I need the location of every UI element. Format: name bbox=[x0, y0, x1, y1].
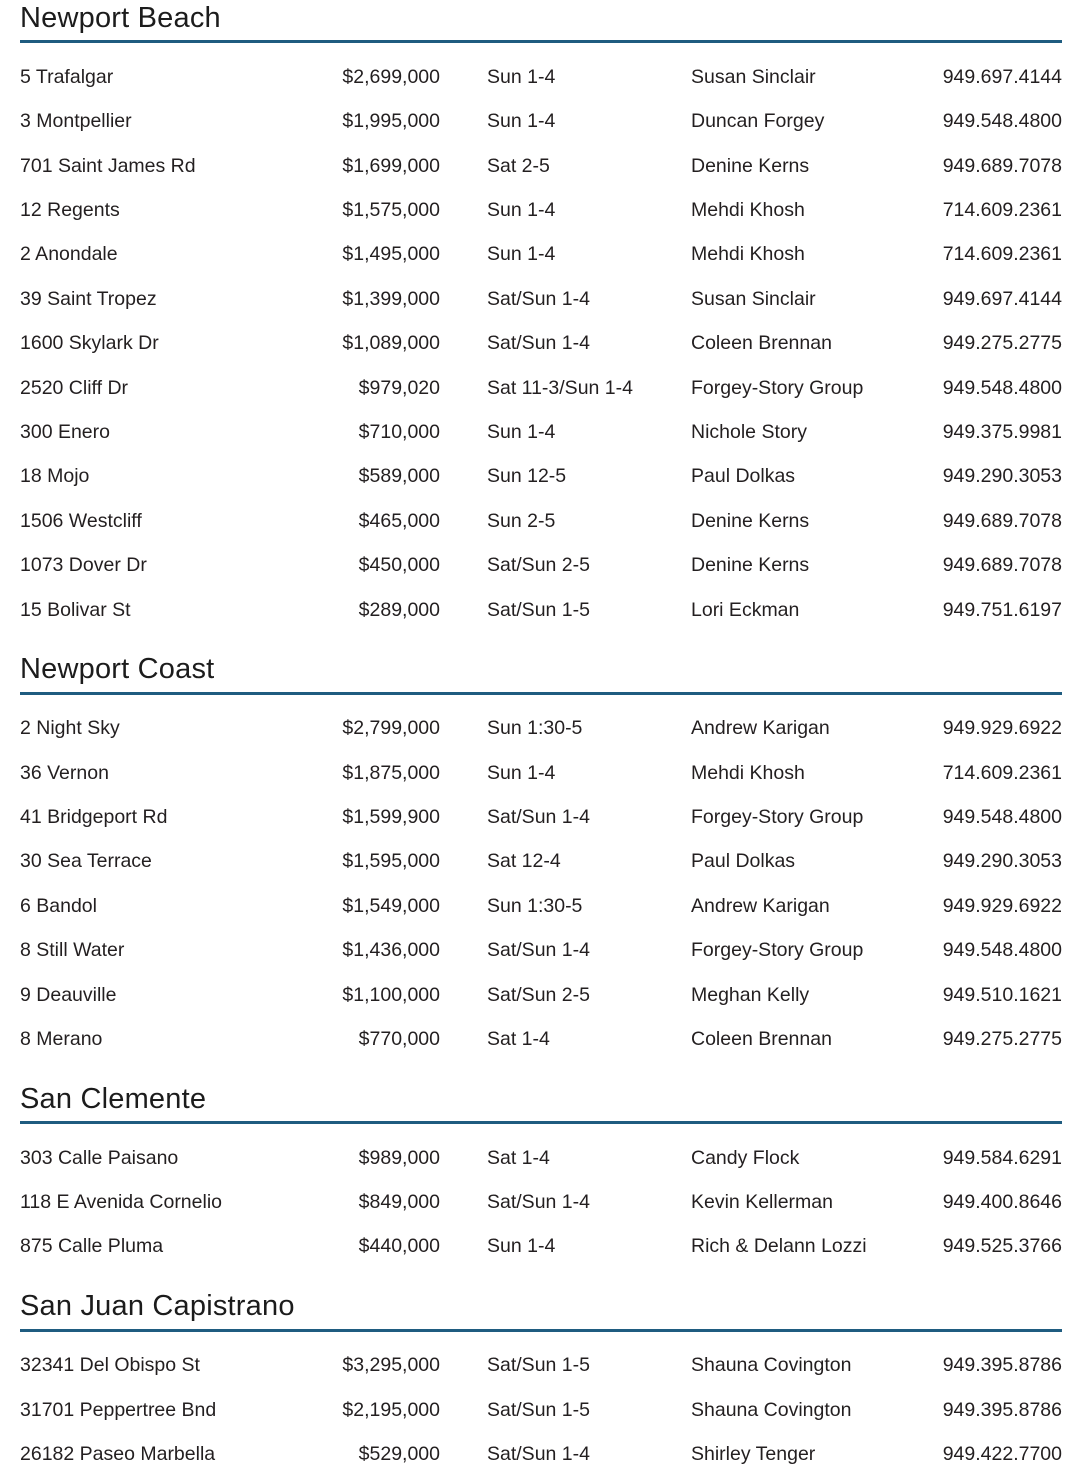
city-section-title: San Clemente bbox=[20, 1083, 1062, 1124]
listing-address: 8 Merano bbox=[20, 1027, 103, 1050]
listing-address: 12 Regents bbox=[20, 198, 120, 221]
listing-price: $289,000 bbox=[358, 598, 440, 621]
listing-row bbox=[20, 588, 1062, 632]
listing-open-house-time: Sun 1:30-5 bbox=[487, 894, 583, 917]
sections-root bbox=[20, 2, 1062, 1477]
listing-row bbox=[20, 1136, 1062, 1180]
listing-open-house-time: Sat/Sun 1-5 bbox=[487, 1354, 590, 1377]
listing-row bbox=[20, 1433, 1062, 1477]
listing-agent: Denine Kerns bbox=[691, 154, 810, 177]
listing-price: $1,549,000 bbox=[342, 894, 440, 917]
listing-address: 2520 Cliff Dr bbox=[20, 376, 129, 399]
section-rows bbox=[20, 1332, 1062, 1477]
listing-price: $1,599,900 bbox=[342, 806, 440, 829]
listing-agent: Forgey-Story Group bbox=[691, 939, 864, 962]
listing-phone: 714.609.2361 bbox=[942, 243, 1062, 266]
listing-phone: 949.689.7078 bbox=[942, 509, 1062, 532]
listing-row bbox=[20, 1018, 1062, 1062]
listing-phone: 949.548.4800 bbox=[942, 376, 1062, 399]
listing-price: $1,995,000 bbox=[342, 110, 440, 133]
listing-agent: Coleen Brennan bbox=[691, 1027, 832, 1050]
listing-agent: Meghan Kelly bbox=[691, 983, 810, 1006]
listing-price: $1,495,000 bbox=[342, 243, 440, 266]
listing-open-house-time: Sat/Sun 1-4 bbox=[487, 1191, 590, 1214]
listing-row bbox=[20, 884, 1062, 928]
listing-agent: Rich & Delann Lozzi bbox=[691, 1235, 867, 1258]
listing-row bbox=[20, 499, 1062, 543]
listing-address: 701 Saint James Rd bbox=[20, 154, 196, 177]
listing-agent: Paul Dolkas bbox=[691, 850, 796, 873]
section-rows bbox=[20, 1124, 1062, 1269]
city-section-title: Newport Beach bbox=[20, 2, 1062, 43]
listing-phone: 949.689.7078 bbox=[942, 554, 1062, 577]
listing-open-house-time: Sat 12-4 bbox=[487, 850, 561, 873]
listing-price: $989,000 bbox=[358, 1146, 440, 1169]
listing-address: 1506 Westcliff bbox=[20, 509, 142, 532]
listing-agent: Duncan Forgey bbox=[691, 110, 825, 133]
listing-open-house-time: Sat/Sun 1-5 bbox=[487, 1398, 590, 1421]
listing-open-house-time: Sun 12-5 bbox=[487, 465, 567, 488]
listing-open-house-time: Sat/Sun 1-5 bbox=[487, 598, 590, 621]
city-section-title: Newport Coast bbox=[20, 653, 1062, 694]
listing-phone: 949.395.8786 bbox=[942, 1354, 1062, 1377]
listing-phone: 714.609.2361 bbox=[942, 761, 1062, 784]
listing-row bbox=[20, 455, 1062, 499]
listing-row bbox=[20, 751, 1062, 795]
listing-phone: 949.697.4144 bbox=[942, 65, 1062, 88]
listing-price: $710,000 bbox=[358, 420, 440, 443]
listing-agent: Mehdi Khosh bbox=[691, 243, 805, 266]
listing-phone: 949.584.6291 bbox=[942, 1146, 1062, 1169]
listing-address: 2 Anondale bbox=[20, 243, 118, 266]
listing-row bbox=[20, 410, 1062, 454]
listing-phone: 949.290.3053 bbox=[942, 850, 1062, 873]
listing-phone: 949.510.1621 bbox=[942, 983, 1062, 1006]
listing-row bbox=[20, 189, 1062, 233]
city-section bbox=[20, 653, 1062, 1061]
listing-open-house-time: Sun 1-4 bbox=[487, 110, 556, 133]
listing-phone: 949.697.4144 bbox=[942, 287, 1062, 310]
listing-phone: 949.929.6922 bbox=[942, 894, 1062, 917]
listing-price: $1,100,000 bbox=[342, 983, 440, 1006]
listing-address: 118 E Avenida Cornelio bbox=[20, 1191, 223, 1214]
listing-phone: 949.400.8646 bbox=[942, 1191, 1062, 1214]
city-section bbox=[20, 2, 1062, 632]
listing-phone: 949.275.2775 bbox=[942, 1027, 1062, 1050]
listing-row bbox=[20, 55, 1062, 99]
listing-open-house-time: Sat 1-4 bbox=[487, 1027, 550, 1050]
listing-address: 300 Enero bbox=[20, 420, 110, 443]
listing-phone: 949.929.6922 bbox=[942, 717, 1062, 740]
listing-open-house-time: Sat/Sun 1-4 bbox=[487, 939, 590, 962]
section-rows bbox=[20, 43, 1062, 632]
listing-agent: Shauna Covington bbox=[691, 1398, 852, 1421]
listing-agent: Andrew Karigan bbox=[691, 717, 830, 740]
listing-address: 2 Night Sky bbox=[20, 717, 120, 740]
listing-open-house-time: Sun 2-5 bbox=[487, 509, 556, 532]
listing-row bbox=[20, 1344, 1062, 1388]
listing-phone: 949.689.7078 bbox=[942, 154, 1062, 177]
listing-open-house-time: Sat 2-5 bbox=[487, 154, 550, 177]
listing-row bbox=[20, 366, 1062, 410]
listing-row bbox=[20, 840, 1062, 884]
listing-open-house-time: Sun 1-4 bbox=[487, 1235, 556, 1258]
listing-price: $1,595,000 bbox=[342, 850, 440, 873]
listing-open-house-time: Sun 1-4 bbox=[487, 761, 556, 784]
listing-phone: 714.609.2361 bbox=[942, 198, 1062, 221]
listing-row bbox=[20, 233, 1062, 277]
listing-agent: Forgey-Story Group bbox=[691, 806, 864, 829]
listing-agent: Forgey-Story Group bbox=[691, 376, 864, 399]
listing-address: 8 Still Water bbox=[20, 939, 125, 962]
city-section bbox=[20, 1290, 1062, 1477]
listing-price: $589,000 bbox=[358, 465, 440, 488]
listing-row bbox=[20, 144, 1062, 188]
listing-row bbox=[20, 100, 1062, 144]
listing-row bbox=[20, 929, 1062, 973]
listing-price: $770,000 bbox=[358, 1027, 440, 1050]
listing-price: $2,195,000 bbox=[342, 1398, 440, 1421]
listing-phone: 949.275.2775 bbox=[942, 332, 1062, 355]
listing-price: $1,875,000 bbox=[342, 761, 440, 784]
listing-row bbox=[20, 277, 1062, 321]
listing-address: 5 Trafalgar bbox=[20, 65, 114, 88]
listing-address: 3 Montpellier bbox=[20, 110, 132, 133]
listing-price: $1,575,000 bbox=[342, 198, 440, 221]
listing-price: $529,000 bbox=[358, 1443, 440, 1465]
listing-agent: Denine Kerns bbox=[691, 509, 810, 532]
listing-phone: 949.525.3766 bbox=[942, 1235, 1062, 1258]
listing-agent: Shirley Tenger bbox=[691, 1443, 816, 1465]
listing-price: $1,089,000 bbox=[342, 332, 440, 355]
listing-row bbox=[20, 322, 1062, 366]
listing-open-house-time: Sat 1-4 bbox=[487, 1146, 550, 1169]
listing-address: 1073 Dover Dr bbox=[20, 554, 147, 577]
listing-row bbox=[20, 973, 1062, 1017]
listing-agent: Susan Sinclair bbox=[691, 65, 816, 88]
listing-phone: 949.422.7700 bbox=[942, 1443, 1062, 1465]
listing-phone: 949.290.3053 bbox=[942, 465, 1062, 488]
listing-agent: Denine Kerns bbox=[691, 554, 810, 577]
listing-row bbox=[20, 707, 1062, 751]
listing-address: 26182 Paseo Marbella bbox=[20, 1443, 216, 1465]
listing-open-house-time: Sat/Sun 1-4 bbox=[487, 806, 590, 829]
listing-agent: Mehdi Khosh bbox=[691, 761, 805, 784]
listing-row bbox=[20, 544, 1062, 588]
listing-address: 32341 Del Obispo St bbox=[20, 1354, 200, 1377]
listing-address: 30 Sea Terrace bbox=[20, 850, 152, 873]
listing-open-house-time: Sun 1-4 bbox=[487, 420, 556, 443]
listing-price: $1,699,000 bbox=[342, 154, 440, 177]
listing-phone: 949.751.6197 bbox=[942, 598, 1062, 621]
listing-agent: Coleen Brennan bbox=[691, 332, 832, 355]
listing-phone: 949.548.4800 bbox=[942, 110, 1062, 133]
listing-price: $2,699,000 bbox=[342, 65, 440, 88]
listing-address: 1600 Skylark Dr bbox=[20, 332, 159, 355]
listing-open-house-time: Sat/Sun 1-4 bbox=[487, 287, 590, 310]
listing-address: 15 Bolivar St bbox=[20, 598, 131, 621]
listing-price: $979,020 bbox=[358, 376, 440, 399]
listing-phone: 949.375.9981 bbox=[942, 420, 1062, 443]
listing-phone: 949.548.4800 bbox=[942, 939, 1062, 962]
listing-price: $440,000 bbox=[358, 1235, 440, 1258]
listing-address: 36 Vernon bbox=[20, 761, 109, 784]
listing-address: 18 Mojo bbox=[20, 465, 90, 488]
listing-agent: Andrew Karigan bbox=[691, 894, 830, 917]
listing-agent: Shauna Covington bbox=[691, 1354, 852, 1377]
city-section bbox=[20, 1083, 1062, 1270]
listing-open-house-time: Sun 1-4 bbox=[487, 198, 556, 221]
listing-address: 39 Saint Tropez bbox=[20, 287, 157, 310]
listing-row bbox=[20, 1181, 1062, 1225]
listing-agent: Kevin Kellerman bbox=[691, 1191, 833, 1214]
section-rows bbox=[20, 695, 1062, 1062]
listing-open-house-time: Sat/Sun 1-4 bbox=[487, 332, 590, 355]
listing-address: 875 Calle Pluma bbox=[20, 1235, 164, 1258]
listing-open-house-time: Sun 1-4 bbox=[487, 243, 556, 266]
listing-address: 6 Bandol bbox=[20, 894, 97, 917]
listing-agent: Candy Flock bbox=[691, 1146, 800, 1169]
listing-open-house-time: Sat/Sun 2-5 bbox=[487, 554, 590, 577]
listing-row bbox=[20, 1388, 1062, 1432]
listing-agent: Lori Eckman bbox=[691, 598, 800, 621]
listing-agent: Paul Dolkas bbox=[691, 465, 796, 488]
listing-open-house-time: Sat/Sun 2-5 bbox=[487, 983, 590, 1006]
listing-price: $2,799,000 bbox=[342, 717, 440, 740]
listing-price: $465,000 bbox=[358, 509, 440, 532]
listing-price: $1,436,000 bbox=[342, 939, 440, 962]
listing-price: $849,000 bbox=[358, 1191, 440, 1214]
listing-address: 31701 Peppertree Bnd bbox=[20, 1398, 217, 1421]
listing-open-house-time: Sat/Sun 1-4 bbox=[487, 1443, 590, 1465]
listing-agent: Mehdi Khosh bbox=[691, 198, 805, 221]
listing-agent: Nichole Story bbox=[691, 420, 807, 443]
listing-price: $1,399,000 bbox=[342, 287, 440, 310]
listing-row bbox=[20, 796, 1062, 840]
listing-address: 9 Deauville bbox=[20, 983, 117, 1006]
listing-open-house-time: Sun 1-4 bbox=[487, 65, 556, 88]
listing-phone: 949.395.8786 bbox=[942, 1398, 1062, 1421]
listing-open-house-time: Sun 1:30-5 bbox=[487, 717, 583, 740]
listing-open-house-time: Sat 11-3/Sun 1-4 bbox=[487, 376, 633, 399]
listing-row bbox=[20, 1225, 1062, 1269]
listing-price: $450,000 bbox=[358, 554, 440, 577]
listing-address: 303 Calle Paisano bbox=[20, 1146, 179, 1169]
city-section-title: San Juan Capistrano bbox=[20, 1290, 1062, 1331]
listing-phone: 949.548.4800 bbox=[942, 806, 1062, 829]
listing-price: $3,295,000 bbox=[342, 1354, 440, 1377]
listing-agent: Susan Sinclair bbox=[691, 287, 816, 310]
listing-address: 41 Bridgeport Rd bbox=[20, 806, 168, 829]
